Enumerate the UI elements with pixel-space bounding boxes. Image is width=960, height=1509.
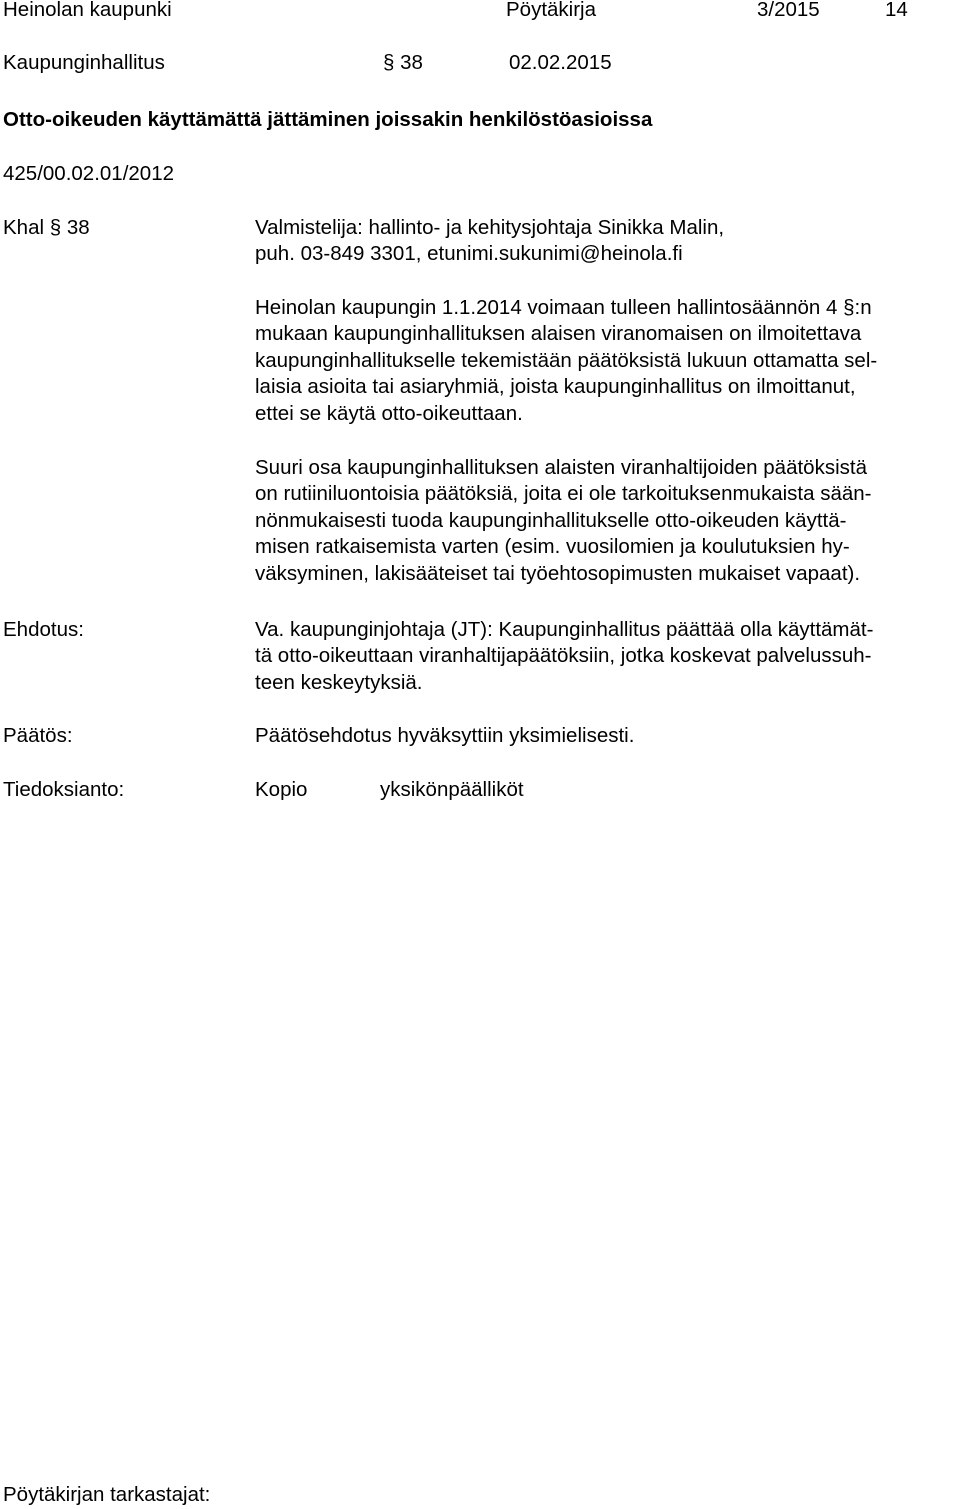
header-doc-type: Pöytäkirja <box>506 0 597 21</box>
paragraph-line: ettei se käytä otto-oikeuttaan. <box>255 401 523 425</box>
paragraph-line: kaupunginhallitukselle tekemistään päätöksistä lukuun ottamatta sel- <box>255 348 878 372</box>
preparer-contact-line: puh. 03-849 3301, etunimi.sukunimi@heinola.fi <box>255 242 683 266</box>
decision-text: Päätösehdotus hyväksyttiin yksimielisesti. <box>255 724 635 747</box>
header-body: Kaupunginhallitus <box>3 51 165 74</box>
preparer-line: Valmistelija: hallinto- ja kehitysjohtaja Sinikka Malin, <box>255 216 725 239</box>
proposal-label: Ehdotus: <box>3 618 84 641</box>
paragraph-1 <box>255 295 960 427</box>
proposal-line: Va. kaupunginjohtaja (JT): Kaupunginhallitus päättää olla käyttämät- <box>255 618 874 641</box>
proposal-text <box>255 617 960 696</box>
notification-recipients: yksikönpäälliköt <box>380 778 524 801</box>
paragraph-line: laisia asioita tai asiaryhmiä, joista kaupunginhallitus on ilmoittanut, <box>255 375 856 399</box>
paragraph-line: väksyminen, lakisääteiset tai työehtosopimusten mukaiset vapaat). <box>255 561 861 585</box>
notification-label: Tiedoksianto: <box>3 778 125 801</box>
paragraph-line: nönmukaisesti tuoda kaupunginhallitukselle otto-oikeuden käyttä- <box>255 508 847 532</box>
khal-section-label: Khal § 38 <box>3 216 90 239</box>
header-page-number: 14 <box>885 0 908 21</box>
preparer-block <box>255 215 960 268</box>
paragraph-line: on rutiiniluontoisia päätöksiä, joita ei ole tarkoituksenmukaista sään- <box>255 482 872 506</box>
matter-title: Otto-oikeuden käyttämättä jättäminen joissakin henkilöstöasioissa <box>3 108 653 131</box>
proposal-line: tä otto-oikeuttaan viranhaltijapäätöksiin, jotka koskevat palvelussuh- <box>255 644 872 668</box>
paragraph-2 <box>255 455 960 587</box>
header-section: § 38 <box>383 51 423 74</box>
paragraph-line: Heinolan kaupungin 1.1.2014 voimaan tulleen hallintosäännön 4 §:n <box>255 296 872 319</box>
notification-type: Kopio <box>255 778 308 801</box>
header-date: 02.02.2015 <box>509 51 612 74</box>
header-org: Heinolan kaupunki <box>3 0 172 21</box>
header-doc-number: 3/2015 <box>757 0 820 21</box>
paragraph-line: misen ratkaisemista varten (esim. vuosilomien ja koulutuksien hy- <box>255 535 850 559</box>
matter-dnro: 425/00.02.01/2012 <box>3 162 174 185</box>
proposal-line: teen keskeytyksiä. <box>255 670 423 694</box>
verifiers-label: Pöytäkirjan tarkastajat: <box>3 1483 211 1506</box>
paragraph-line: Suuri osa kaupunginhallituksen alaisten viranhaltijoiden päätöksistä <box>255 456 867 479</box>
paragraph-line: mukaan kaupunginhallituksen alaisen viranomaisen on ilmoitettava <box>255 322 862 346</box>
decision-label: Päätös: <box>3 724 73 747</box>
